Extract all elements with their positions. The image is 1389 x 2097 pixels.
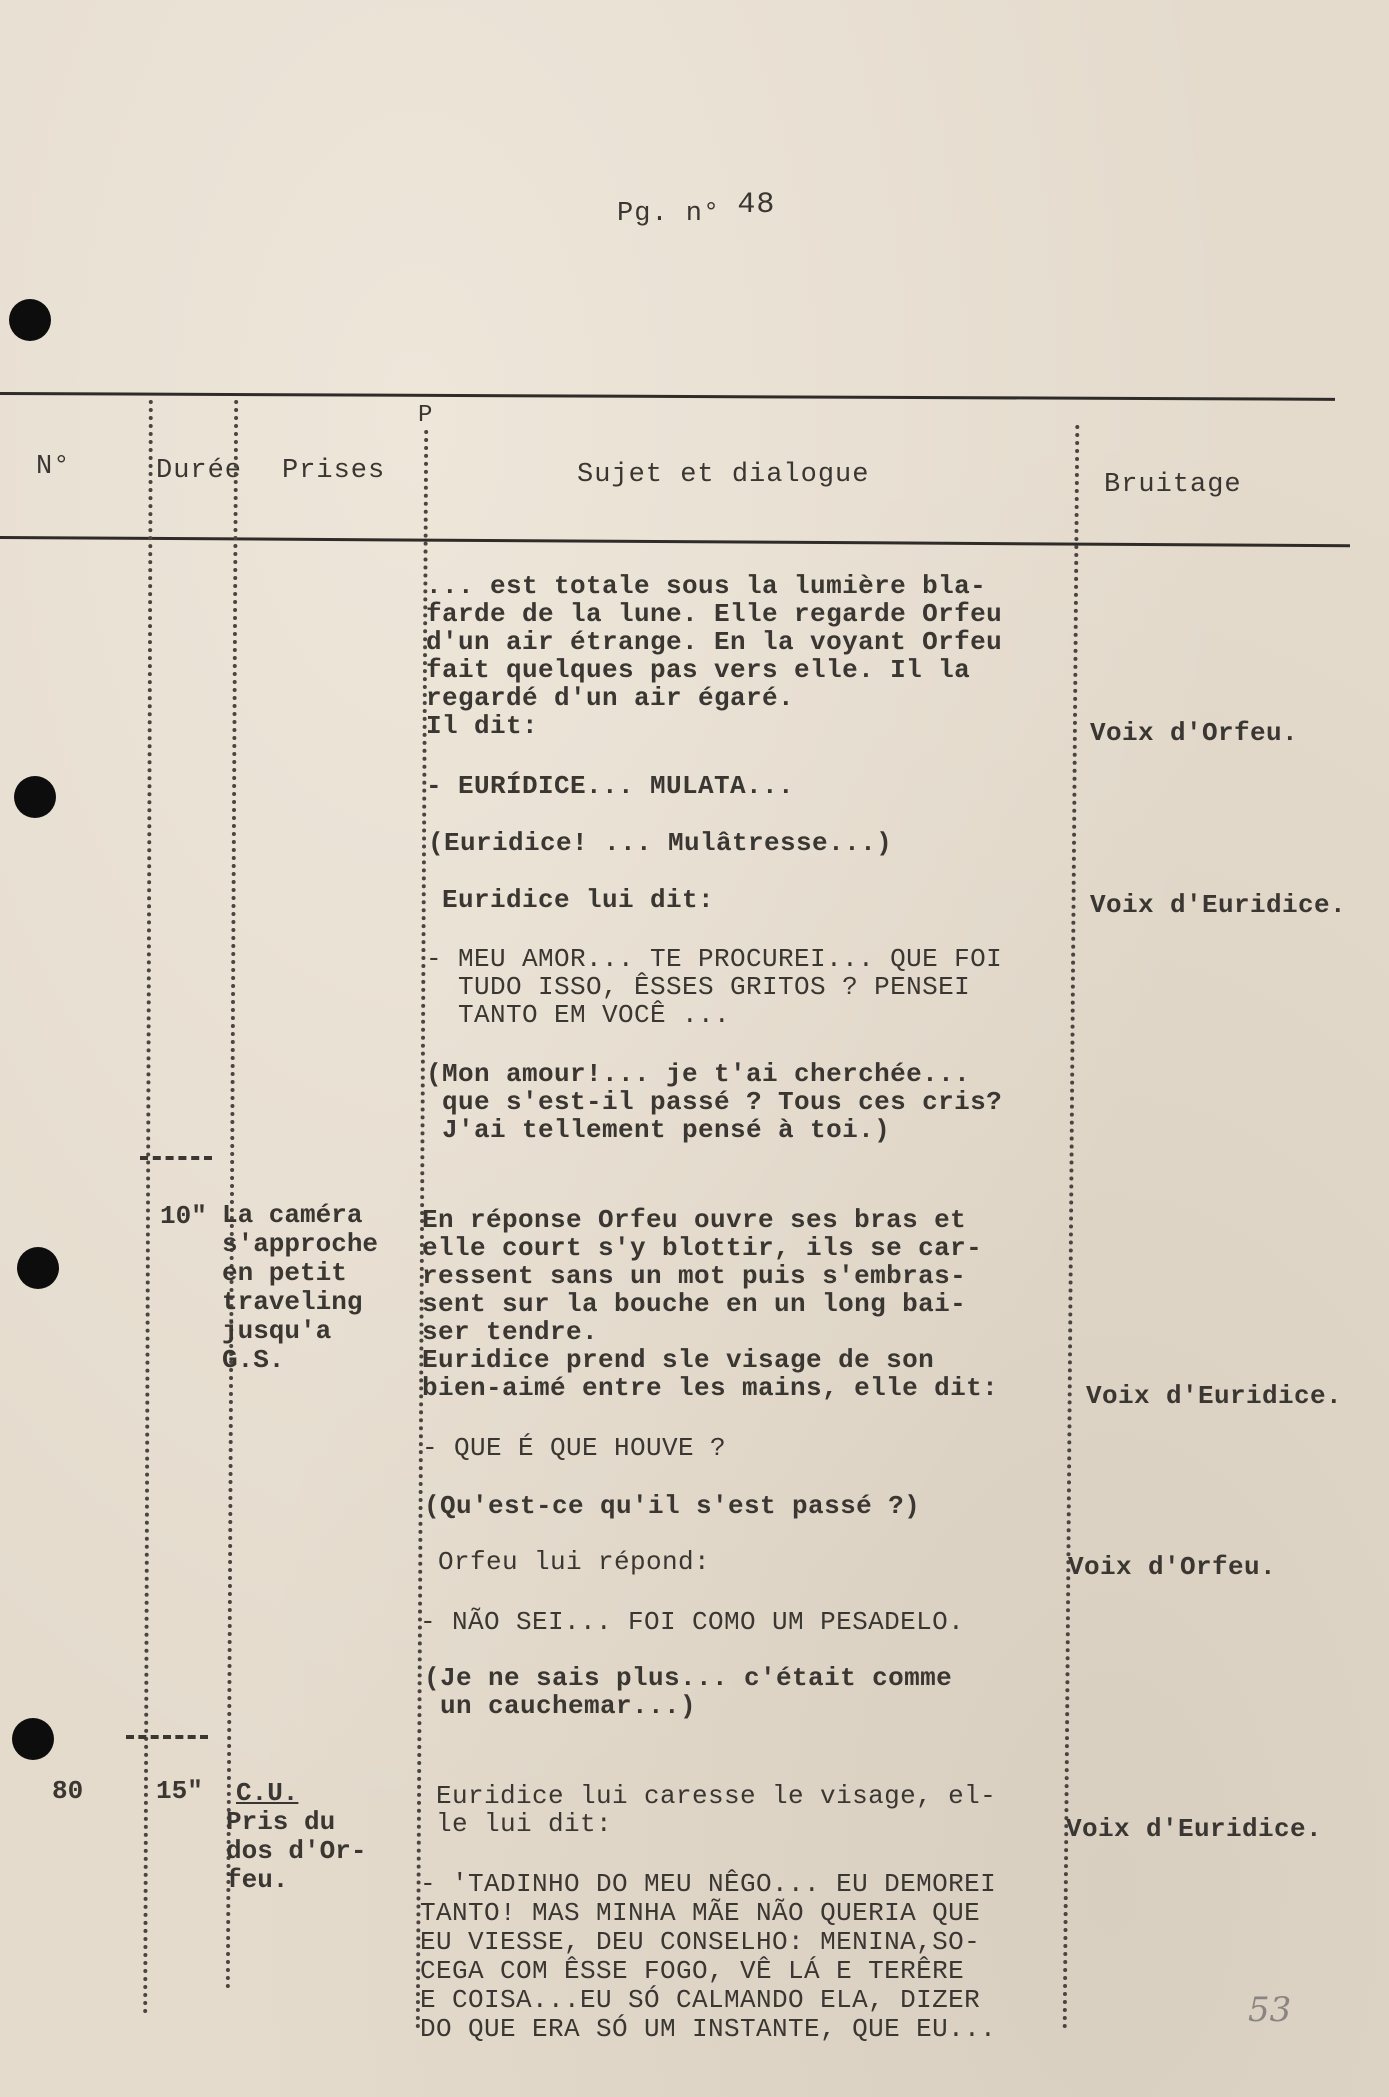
col-divider-2	[226, 400, 238, 1990]
dialogue-text: ... est totale sous la lumière bla- farde de la lune. Elle regarde Orfeu d'un air étrange. En la voyant Orfeu fait quelques pas vers elle. Il la regardé d'un air égaré. Il dit:	[426, 571, 1003, 741]
col-header-no: N°	[36, 452, 71, 482]
punch-hole-2	[14, 776, 56, 818]
header-top-rule	[0, 392, 1335, 401]
dialogue-text: - QUE É QUE HOUVE ?	[422, 1433, 727, 1463]
dialogue-text: Euridice lui caresse le visage, el- le lui dit:	[436, 1781, 997, 1839]
col-divider-1	[143, 400, 153, 2015]
dialogue-text: - 'TADINHO DO MEU NÊGO... EU DEMOREI TANTO! MAS MINHA MÃE NÃO QUERIA QUE EU VIESSE, DEU CONSELHO: MENINA,SO- CEGA COM ÊSSE FOGO, VÊ LÁ E TERÊRE E COISA...EU SÓ CALMANDO ELA, DIZER DO QUE ERA SÓ UM INSTANTE, QUE EU...	[420, 1869, 997, 2044]
dialogue-text: - EURÍDICE... MULATA...	[426, 771, 795, 801]
bruitage-cue: Voix d'Euridice.	[1066, 1814, 1323, 1844]
shot-camera: La caméra s'approche en petit traveling jusqu'a G.S.	[222, 1200, 379, 1375]
col-divider-4	[1063, 425, 1080, 2030]
header-bottom-rule	[0, 536, 1350, 547]
dialogue-text: En réponse Orfeu ouvre ses bras et elle court s'y blottir, ils se car- ressent sans un mot puis s'embras- sent sur la bouche en un long bai- ser tendre. Euridice prend sle visage de son bien-aimé entre les mains, elle dit:	[422, 1205, 999, 1403]
page-number-label: Pg. n°	[617, 199, 721, 229]
dialogue-text: - MEU AMOR... TE PROCUREI... QUE FOI TUDO ISSO, ÊSSES GRITOS ? PENSEI TANTO EM VOCÊ ...	[426, 944, 1003, 1030]
page-number-value: 48	[737, 188, 776, 222]
dialogue-text: - NÃO SEI... FOI COMO UM PESADELO.	[420, 1607, 965, 1637]
row-separator-2	[126, 1735, 208, 1739]
bruitage-cue: Voix d'Orfeu.	[1090, 718, 1299, 748]
dialogue-text: (Mon amour!... je t'ai cherchée... que s'est-il passé ? Tous ces cris? J'ai tellement pensé à toi.)	[426, 1059, 1003, 1145]
col-header-sujet: Sujet et dialogue	[577, 460, 870, 490]
punch-hole-3	[17, 1247, 59, 1289]
row-separator-1	[140, 1156, 212, 1160]
dialogue-text: (Euridice! ... Mulâtresse...)	[428, 828, 893, 858]
dialogue-text: Orfeu lui répond:	[438, 1547, 711, 1577]
shot-duration: 10"	[160, 1201, 207, 1231]
shot-camera: Pris du dos d'Or- feu.	[226, 1807, 367, 1895]
col-header-prises: Prises	[282, 456, 386, 486]
shot-duration: 15"	[156, 1776, 203, 1806]
col-header-bruitage: Bruitage	[1104, 470, 1242, 500]
shot-number: 80	[52, 1776, 84, 1806]
bruitage-cue: Voix d'Euridice.	[1090, 890, 1347, 920]
bruitage-cue: Voix d'Orfeu.	[1068, 1552, 1277, 1582]
punch-hole-1	[9, 299, 51, 341]
pencil-page-number: 53	[1248, 1990, 1292, 2030]
page-number	[617, 188, 776, 230]
dialogue-text: Euridice lui dit:	[442, 885, 715, 915]
shot-camera-title: C.U.	[236, 1778, 299, 1808]
punch-hole-4	[12, 1718, 54, 1760]
col-header-duree: Durée	[156, 456, 243, 486]
dialogue-text: (Je ne sais plus... c'était comme un cauchemar...)	[424, 1663, 953, 1721]
bruitage-cue: Voix d'Euridice.	[1086, 1381, 1343, 1411]
dialogue-text: (Qu'est-ce qu'il s'est passé ?)	[424, 1491, 921, 1521]
margin-mark: P	[418, 402, 433, 429]
